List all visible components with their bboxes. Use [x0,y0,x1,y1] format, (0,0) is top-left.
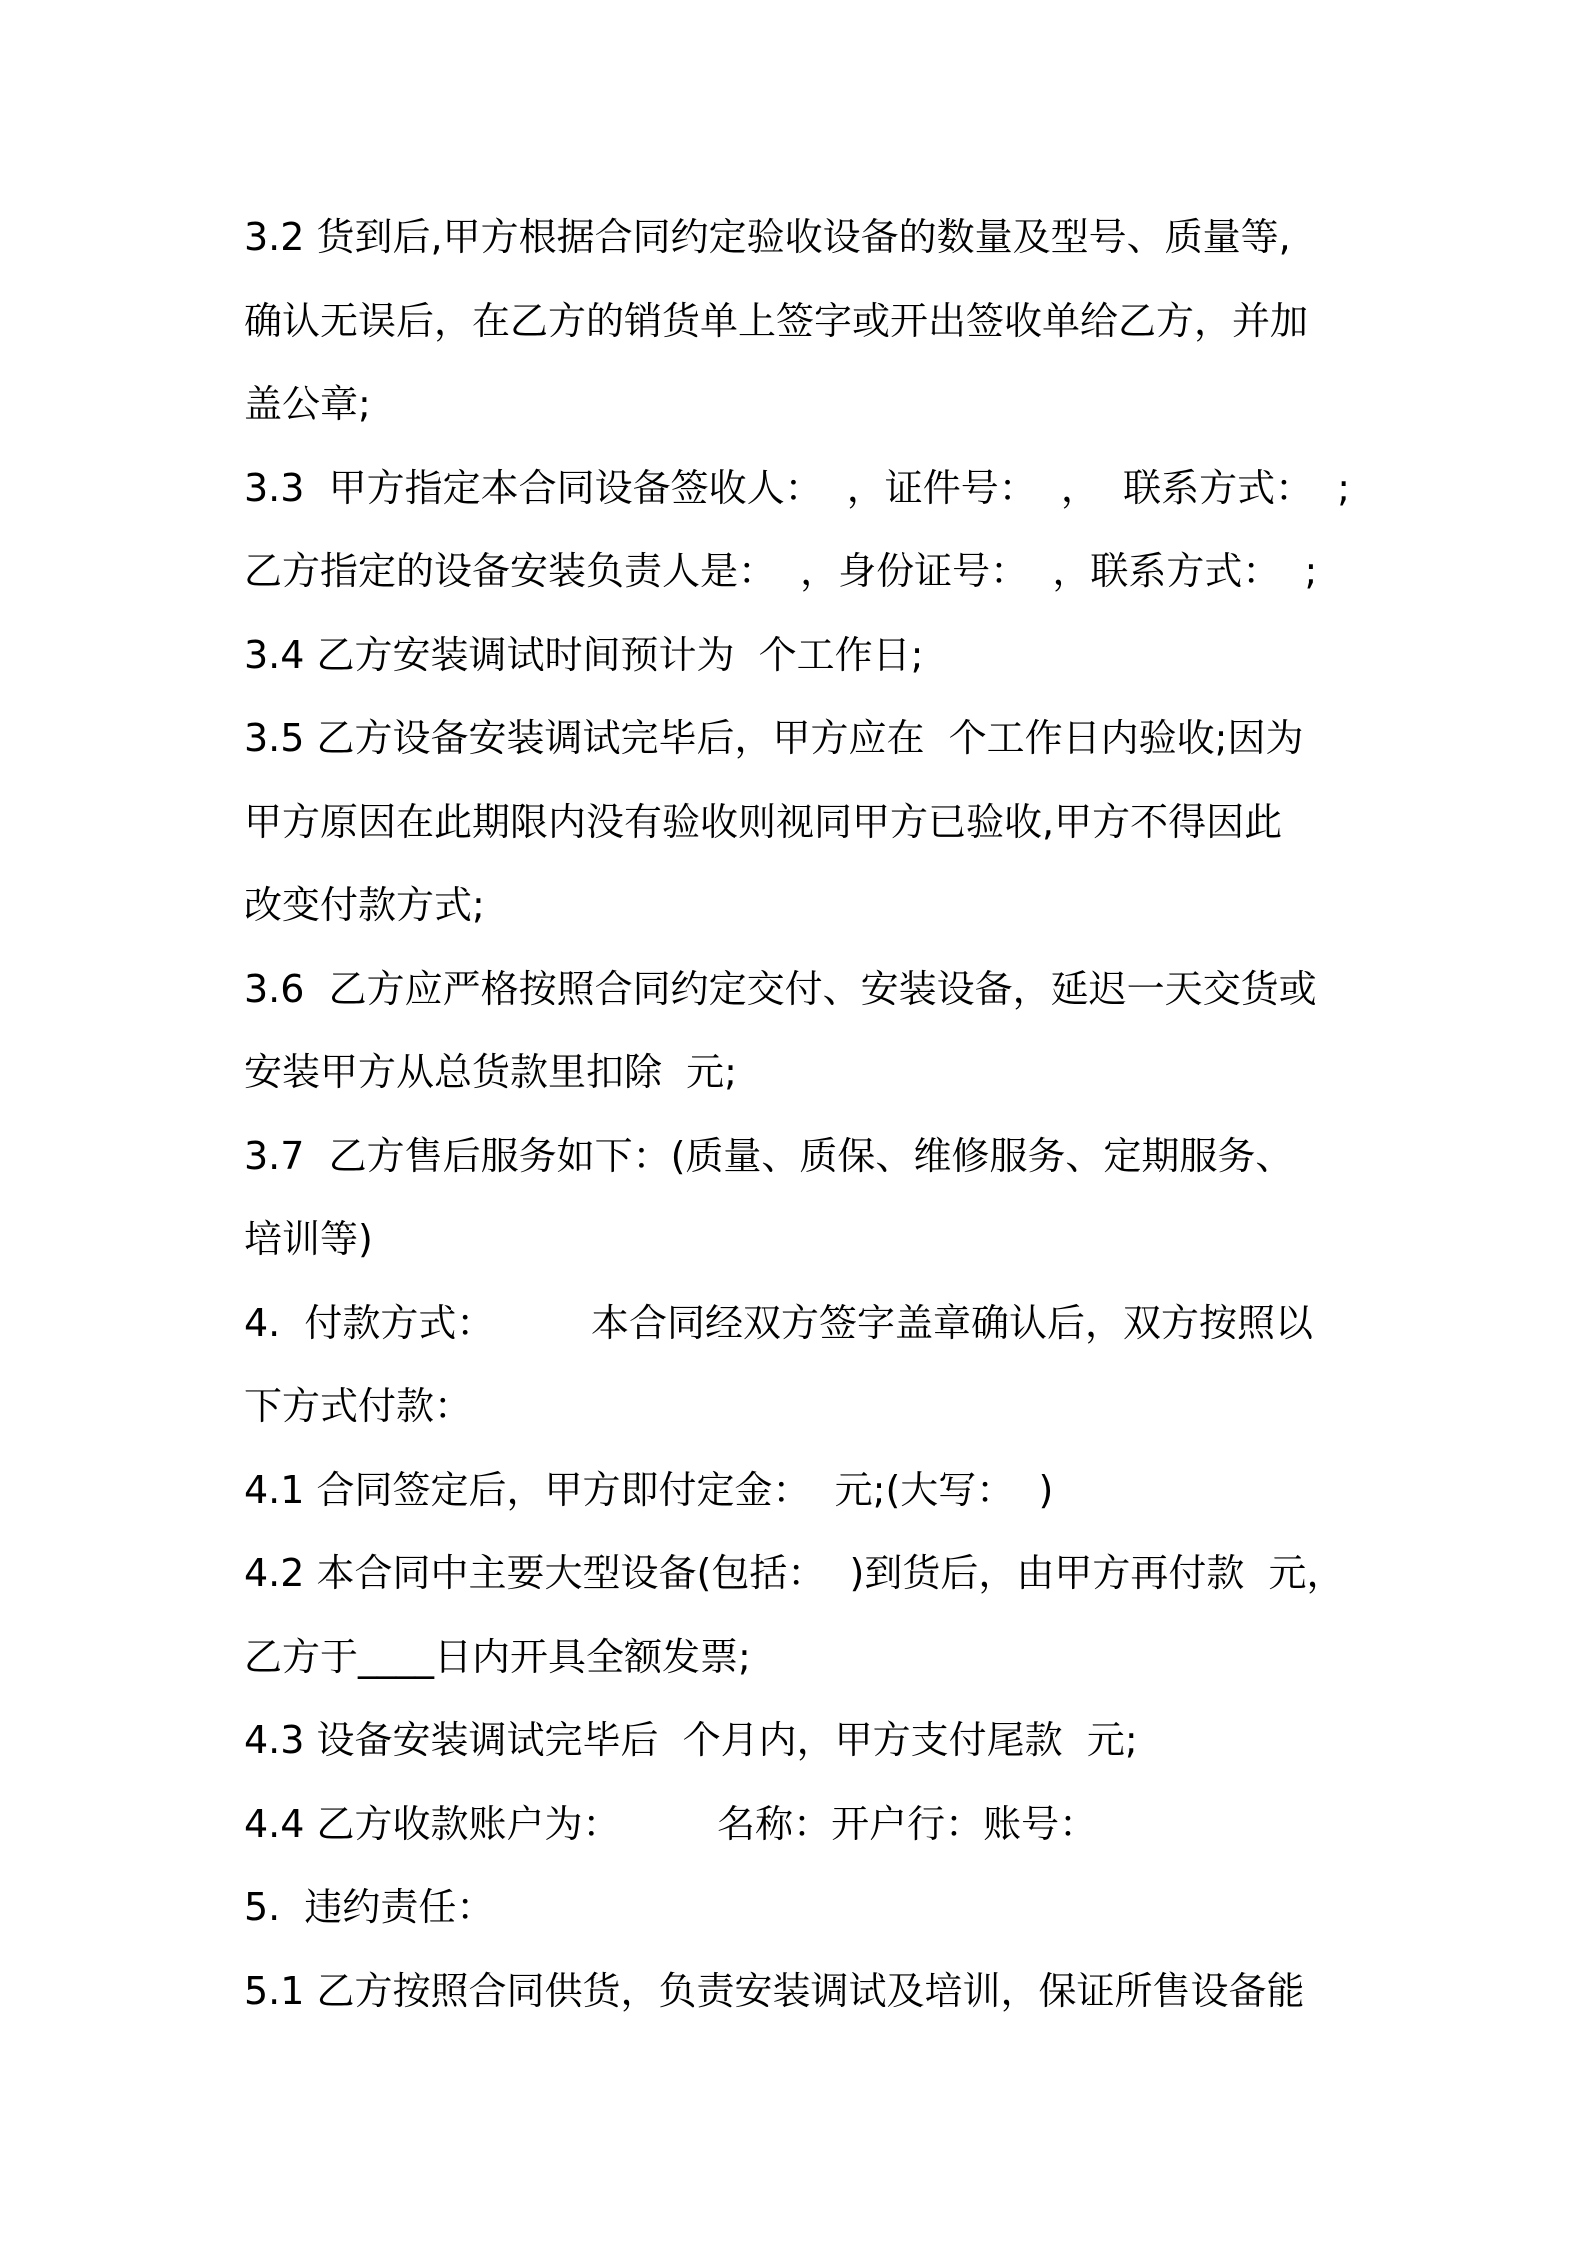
text-line: 改变付款方式; [244,883,485,927]
text-line: 培训等) [244,1217,373,1261]
text-line: 盖公章; [244,382,371,426]
text-line: 3.3 甲方指定本合同设备签收人： ，证件号： ， 联系方式： ; [244,465,1351,510]
text-line: 乙方于____日内开具全额发票; [244,1634,751,1679]
text-line: 5. 违约责任： [244,1885,495,1929]
text-line: 4. 付款方式： 本合同经双方签字盖章确认后，双方按照以 [244,1300,1314,1345]
text-line: 4.4 乙方收款账户为： 名称：开户行：账号： [244,1801,1098,1846]
text-line: 3.7 乙方售后服务如下：(质量、质保、维修服务、定期服务、 [244,1133,1294,1178]
text-line: 4.2 本合同中主要大型设备(包括： )到货后，由甲方再付款 元， [244,1551,1345,1595]
text-line: 4.1 合同签定后，甲方即付定金： 元;(大写： ) [244,1467,1054,1512]
text-line: 下方式付款： [244,1384,473,1428]
text-line: 5.1 乙方按照合同供货，负责安装调试及培训，保证所售设备能 [244,1968,1305,2013]
text-line: 安装甲方从总货款里扣除 元; [244,1050,737,1094]
text-line: 3.6 乙方应严格按照合同约定交付、安装设备，延迟一天交货或 [244,966,1317,1011]
text-line: 3.2 货到后,甲方根据合同约定验收设备的数量及型号、质量等, [244,215,1291,259]
text-line: 3.4 乙方安装调试时间预计为 个工作日; [244,632,924,677]
text-line: 乙方指定的设备安装负责人是： ，身份证号： ，联系方式： ; [244,549,1318,593]
text-line: 3.5 乙方设备安装调试完毕后，甲方应在 个工作日内验收;因为 [244,716,1304,760]
document-body [244,196,1360,2033]
text-line: 确认无误后，在乙方的销货单上签字或开出签收单给乙方，并加 [244,298,1309,343]
text-line: 甲方原因在此期限内没有验收则视同甲方已验收,甲方不得因此 [244,799,1283,844]
text-line: 4.3 设备安装调试完毕后 个月内，甲方支付尾款 元; [244,1718,1138,1762]
